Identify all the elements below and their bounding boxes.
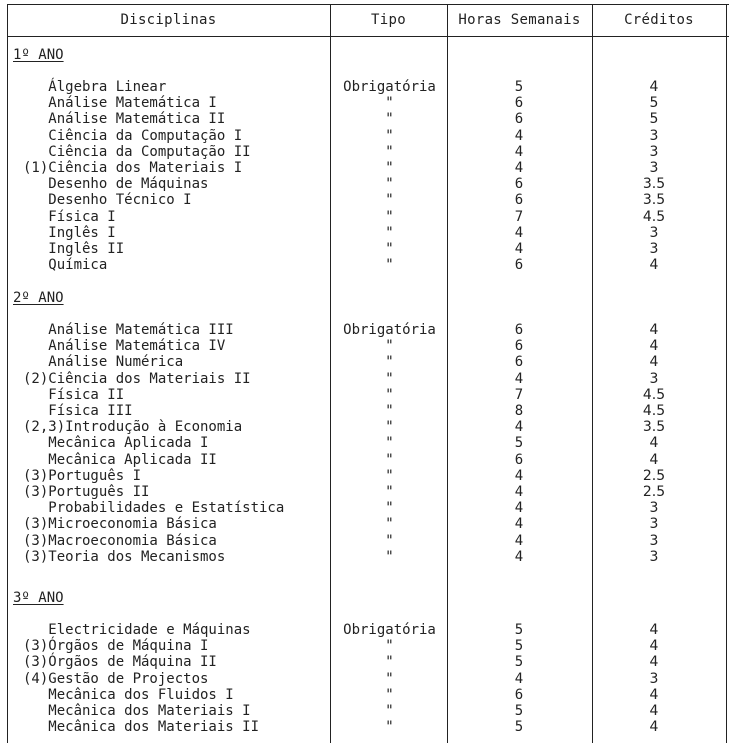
tipo-cell: ": [385, 516, 394, 533]
horas-cell: 5: [514, 79, 524, 95]
header-disciplinas: Disciplinas: [120, 12, 217, 28]
table-row: [0, 387, 729, 403]
discipline-name: Física III: [23, 403, 133, 419]
tipo-cell: ": [385, 451, 394, 468]
creditos-cell: 4: [649, 638, 659, 655]
table-row: [0, 322, 729, 338]
discipline-name: Análise Matemática I: [23, 95, 217, 112]
creditos-cell: 3.5: [642, 192, 666, 209]
horas-cell: 7: [514, 208, 524, 225]
discipline-name: (3)Teoria dos Mecanismos: [23, 548, 226, 565]
discipline-name: Mecânica dos Materiais I: [23, 703, 251, 719]
table-row: [0, 435, 729, 451]
table-row: [0, 354, 729, 370]
creditos-cell: 3: [649, 241, 659, 257]
creditos-cell: 4: [649, 686, 659, 703]
horas-cell: 5: [514, 435, 524, 452]
horas-cell: 5: [514, 654, 524, 671]
table-row: [0, 703, 729, 719]
horas-cell: 4: [514, 143, 524, 160]
tipo-cell: ": [385, 500, 394, 517]
tipo-cell: ": [385, 354, 394, 371]
tipo-cell: ": [385, 257, 394, 274]
tipo-cell: ": [385, 419, 394, 436]
discipline-name: (2)Ciência dos Materiais II: [23, 370, 251, 387]
header-creditos: Créditos: [624, 12, 694, 28]
tipo-cell: ": [385, 719, 394, 736]
creditos-cell: 4.5: [642, 208, 666, 225]
horas-cell: 4: [514, 670, 524, 687]
discipline-name: (3)Órgãos de Máquina I: [23, 638, 209, 655]
horas-cell: 5: [514, 703, 524, 719]
year-title: 1º ANO: [13, 47, 64, 63]
discipline-name: Análise Numérica: [23, 354, 184, 371]
creditos-cell: 4: [649, 322, 659, 338]
tipo-cell: ": [385, 176, 394, 193]
header-horas-semanais: Horas Semanais: [458, 12, 581, 28]
table-row: [0, 371, 729, 387]
creditos-cell: 4: [649, 257, 659, 274]
horas-cell: 6: [514, 322, 524, 338]
horas-cell: 5: [514, 719, 524, 736]
table-row: [0, 468, 729, 484]
horas-cell: 4: [514, 516, 524, 533]
horas-cell: 7: [514, 386, 524, 403]
discipline-name: Desenho Técnico I: [23, 192, 192, 209]
table-row: [0, 549, 729, 565]
horas-cell: 5: [514, 638, 524, 655]
horas-cell: 4: [514, 160, 524, 176]
discipline-name: Ciência da Computação I: [23, 127, 243, 144]
discipline-name: Física I: [23, 208, 116, 225]
horas-cell: 4: [514, 241, 524, 257]
creditos-cell: 3: [649, 516, 659, 533]
discipline-name: Química: [23, 257, 108, 274]
tipo-cell: ": [385, 467, 394, 484]
discipline-name: (1)Ciência dos Materiais I: [23, 160, 243, 176]
tipo-cell: ": [385, 338, 394, 355]
table-row: [0, 338, 729, 354]
horas-cell: 5: [514, 622, 524, 638]
creditos-cell: 3.5: [642, 176, 666, 193]
horas-cell: 6: [514, 451, 524, 468]
discipline-name: Mecânica dos Materiais II: [23, 719, 260, 736]
creditos-cell: 4: [649, 451, 659, 468]
discipline-name: Análise Matemática II: [23, 111, 226, 128]
table-row: [0, 209, 729, 225]
horas-cell: 6: [514, 257, 524, 274]
tipo-cell: ": [385, 638, 394, 655]
horas-cell: 6: [514, 354, 524, 371]
tipo-cell: ": [385, 95, 394, 112]
discipline-name: (3)Português I: [23, 467, 142, 484]
horas-cell: 6: [514, 686, 524, 703]
discipline-name: (2,3)Introdução à Economia: [23, 419, 243, 436]
table-row: [0, 719, 729, 735]
tipo-cell: ": [385, 548, 394, 565]
table-row: [0, 160, 729, 176]
table-row: [0, 257, 729, 273]
year-title: 3º ANO: [13, 590, 64, 606]
discipline-name: Desenho de Máquinas: [23, 176, 209, 193]
horas-cell: 6: [514, 111, 524, 128]
horas-cell: 6: [514, 176, 524, 193]
creditos-cell: 3: [649, 532, 659, 549]
table-row: [0, 533, 729, 549]
header-tipo: Tipo: [371, 12, 406, 28]
creditos-cell: 2.5: [642, 467, 666, 484]
creditos-cell: 3: [649, 143, 659, 160]
creditos-cell: 3: [649, 548, 659, 565]
table-row: [0, 516, 729, 532]
discipline-name: Ciência da Computação II: [23, 143, 251, 160]
tipo-cell: ": [385, 241, 394, 257]
discipline-name: Inglês II: [23, 241, 125, 257]
tipo-cell: ": [385, 386, 394, 403]
creditos-cell: 4: [649, 435, 659, 452]
creditos-cell: 3: [649, 127, 659, 144]
tipo-cell: ": [385, 370, 394, 387]
discipline-name: (3)Macroeconomia Básica: [23, 532, 217, 549]
tipo-cell: ": [385, 127, 394, 144]
creditos-cell: 4: [649, 654, 659, 671]
table-row: [0, 638, 729, 654]
table-row: [0, 484, 729, 500]
table-row: [0, 111, 729, 127]
table-row: [0, 95, 729, 111]
discipline-name: Álgebra Linear: [23, 79, 167, 95]
creditos-cell: 3: [649, 670, 659, 687]
year-title: 2º ANO: [13, 290, 64, 306]
horas-cell: 4: [514, 548, 524, 565]
tipo-cell: Obrigatória: [343, 79, 436, 95]
tipo-cell: ": [385, 192, 394, 209]
discipline-name: Mecânica Aplicada II: [23, 451, 217, 468]
table-row: [0, 622, 729, 638]
discipline-name: Electricidade e Máquinas: [23, 622, 251, 638]
tipo-cell: ": [385, 484, 394, 500]
table-row: [0, 452, 729, 468]
table-row: [0, 176, 729, 192]
discipline-name: (3)Microeconomia Básica: [23, 516, 217, 533]
discipline-name: Mecânica Aplicada I: [23, 435, 209, 452]
tipo-cell: ": [385, 703, 394, 719]
tipo-cell: ": [385, 670, 394, 687]
horas-cell: 4: [514, 127, 524, 144]
creditos-cell: 4.5: [642, 386, 666, 403]
tipo-cell: ": [385, 143, 394, 160]
horas-cell: 8: [514, 403, 524, 419]
discipline-name: Física II: [23, 386, 125, 403]
horas-cell: 4: [514, 532, 524, 549]
creditos-cell: 4: [649, 719, 659, 736]
horas-cell: 4: [514, 224, 524, 241]
creditos-cell: 2.5: [642, 484, 666, 500]
tipo-cell: ": [385, 532, 394, 549]
discipline-name: (3)Português II: [23, 484, 150, 500]
creditos-cell: 5: [649, 95, 659, 112]
table-row: [0, 500, 729, 516]
horas-cell: 6: [514, 95, 524, 112]
tipo-cell: ": [385, 224, 394, 241]
horas-cell: 4: [514, 484, 524, 500]
discipline-name: Análise Matemática IV: [23, 338, 226, 355]
table-row: [0, 403, 729, 419]
table-row: [0, 654, 729, 670]
tipo-cell: ": [385, 403, 394, 419]
table-row: [0, 192, 729, 208]
table-top-border: [7, 4, 729, 5]
discipline-name: Inglês I: [23, 224, 116, 241]
creditos-cell: 4: [649, 703, 659, 719]
discipline-name: (4)Gestão de Projectos: [23, 670, 209, 687]
creditos-cell: 4.5: [642, 403, 666, 419]
discipline-name: Probabilidades e Estatística: [23, 500, 285, 517]
horas-cell: 6: [514, 338, 524, 355]
creditos-cell: 3: [649, 224, 659, 241]
horas-cell: 4: [514, 500, 524, 517]
discipline-name: Análise Matemática III: [23, 322, 234, 338]
creditos-cell: 3.5: [642, 419, 666, 436]
table-row: [0, 687, 729, 703]
tipo-cell: ": [385, 160, 394, 176]
tipo-cell: ": [385, 654, 394, 671]
creditos-cell: 4: [649, 622, 659, 638]
horas-cell: 4: [514, 467, 524, 484]
tipo-cell: ": [385, 435, 394, 452]
tipo-cell: ": [385, 111, 394, 128]
discipline-name: (3)Órgãos de Máquina II: [23, 654, 217, 671]
tipo-cell: ": [385, 686, 394, 703]
creditos-cell: 3: [649, 160, 659, 176]
creditos-cell: 4: [649, 79, 659, 95]
creditos-cell: 4: [649, 354, 659, 371]
table-row: [0, 671, 729, 687]
table-row: [0, 144, 729, 160]
tipo-cell: Obrigatória: [343, 322, 436, 338]
horas-cell: 6: [514, 192, 524, 209]
table-row: [0, 79, 729, 95]
header-bottom-border: [7, 36, 729, 37]
creditos-cell: 5: [649, 111, 659, 128]
tipo-cell: ": [385, 208, 394, 225]
table-row: [0, 241, 729, 257]
horas-cell: 4: [514, 370, 524, 387]
discipline-name: Mecânica dos Fluidos I: [23, 686, 234, 703]
table-row: [0, 225, 729, 241]
tipo-cell: Obrigatória: [343, 622, 436, 638]
creditos-cell: 3: [649, 500, 659, 517]
table-row: [0, 419, 729, 435]
horas-cell: 4: [514, 419, 524, 436]
creditos-cell: 4: [649, 338, 659, 355]
table-row: [0, 128, 729, 144]
creditos-cell: 3: [649, 370, 659, 387]
